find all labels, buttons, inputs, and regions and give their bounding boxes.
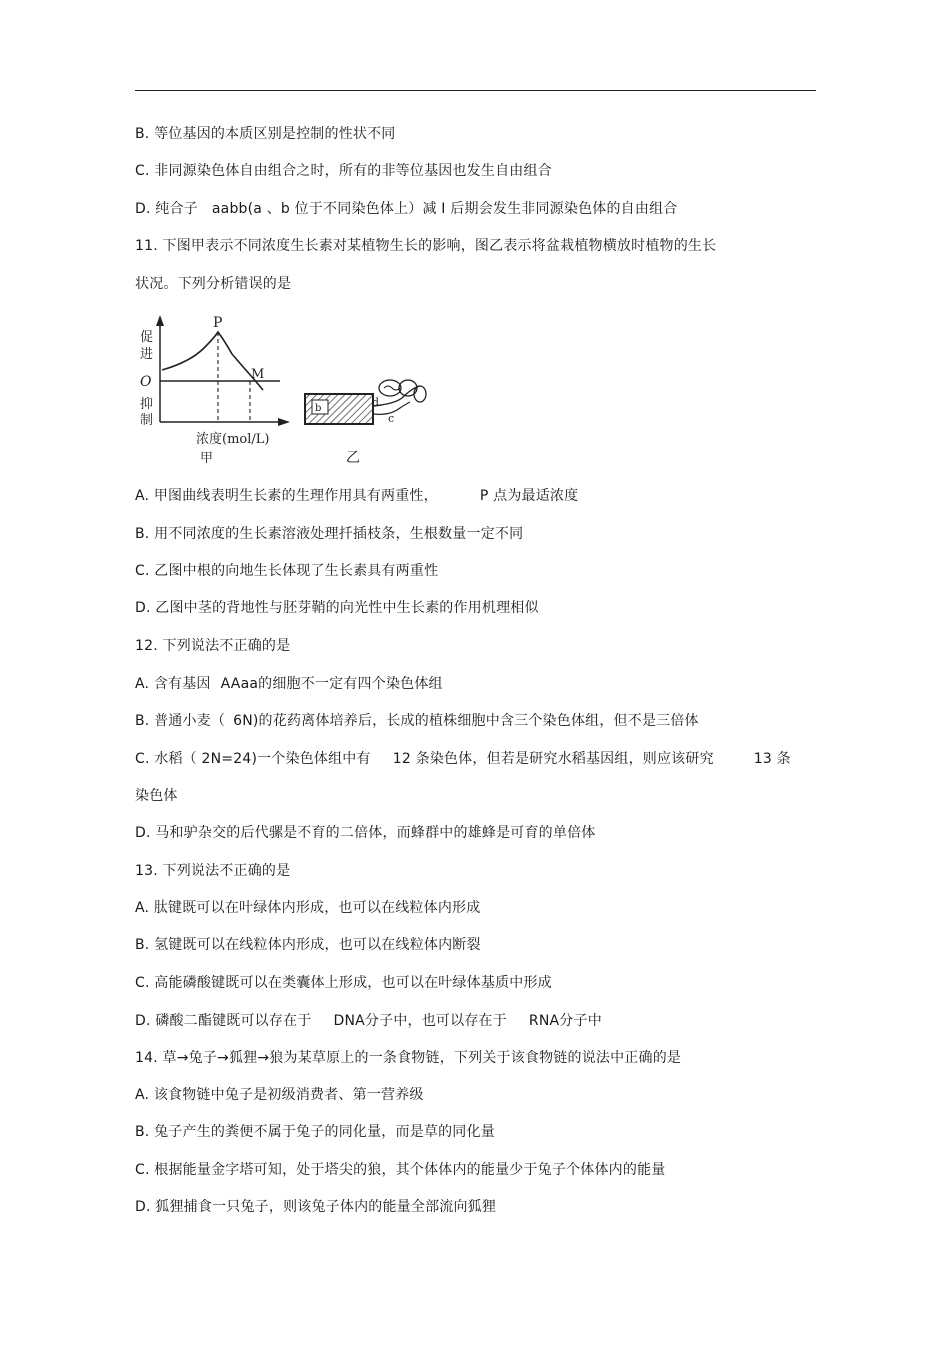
q11-option-a-part1: A. 甲图曲线表明生长素的生理作用具有两重性， [135,488,438,504]
jia-label-p: P [213,315,223,331]
q11-option-a-part2: P 点为最适浓度 [479,488,579,504]
q12-option-b-part1: B. 普通小麦（ [135,713,226,729]
q14-option-b: B. 兔子产生的粪便不属于兔子的同化量，而是草的同化量 [135,1124,495,1140]
q13-option-a: A. 肽键既可以在叶绿体内形成，也可以在线粒体内形成 [135,900,481,916]
q14-option-c: C. 根据能量金字塔可知，处于塔尖的狼，其个体体内的能量少于兔子个体体内的能量 [135,1162,666,1178]
q10-option-d-part2: aabb(a 、b 位于不同染色体上）减 I 后期会发生非同源染色体的自由组合 [211,201,678,217]
q12-option-c-part2: 12 条染色体，但若是研究水稻基因组，则应该研究 [392,751,714,767]
q12-option-d: D. 马和驴杂交的后代骡是不育的二倍体，而蜂群中的雄蜂是可育的单倍体 [135,825,596,841]
q12-option-c-part1: C. 水稻（ 2N=24)一个染色体组中有 [135,751,371,767]
yi-caption: 乙 [346,450,360,466]
yi-stem [373,386,420,406]
jia-label-inhibit-1: 抑 [140,397,154,412]
q13-option-d-part3: RNA分子中 [528,1013,602,1029]
q11-option-d: D. 乙图中茎的背地性与胚芽鞘的向光性中生长素的作用机理相似 [135,600,539,616]
yi-label-d: d [372,396,380,409]
jia-caption: 甲 [200,451,214,466]
header-rule [135,90,816,91]
q10-option-d [135,199,677,219]
jia-label-promote-2: 进 [140,347,154,362]
jia-label-inhibit-2: 制 [140,413,154,428]
jia-y-axis-arrow [156,315,164,326]
q14-option-d: D. 狐狸捕食一只兔子，则该兔子体内的能量全部流向狐狸 [135,1199,497,1215]
q14-stem: 14. 草→兔子→狐狸→狼为某草原上的一条食物链，下列关于该食物链的说法中正确的是 [135,1050,682,1066]
jia-label-promote-1: 促 [140,330,154,345]
q11-option-a [135,486,578,506]
q11-option-c: C. 乙图中根的向地生长体现了生长素具有两重性 [135,563,439,579]
q10-option-b: B. 等位基因的本质区别是控制的性状不同 [135,126,396,142]
yi-leaf-vein [384,386,400,390]
q12-option-c [135,749,791,769]
q13-option-c: C. 高能磷酸键既可以在类囊体上形成，也可以在叶绿体基质中形成 [135,975,552,991]
figure-jia [140,315,290,466]
q12-stem: 12. 下列说法不正确的是 [135,638,291,654]
jia-x-axis-arrow [278,418,290,426]
jia-label-origin: O [140,374,152,390]
q10-option-c: C. 非同源染色体自由组合之时，所有的非等位基因也发生自由组合 [135,163,552,179]
q13-option-b: B. 氢键既可以在线粒体内形成，也可以在线粒体内断裂 [135,937,481,953]
q11-figure-svg [132,310,432,475]
yi-leaf-3 [414,386,426,402]
q12-option-a-part1: A. 含有基因 [135,676,211,692]
figure-yi [305,380,426,466]
q13-option-d [135,1011,602,1031]
q11-stem-line2: 状况。下列分析错误的是 [135,276,292,292]
yi-leaf-1 [379,380,401,396]
q12-option-c-part3: 13 条 [753,751,791,767]
q12-option-b [135,711,699,731]
q12-option-a [135,674,443,694]
jia-label-m: M [251,367,265,382]
yi-label-c: c [388,412,395,425]
jia-x-label: 浓度(mol/L) [196,432,270,447]
q12-option-b-part2: 6N)的花药离体培养后，长成的植株细胞中含三个染色体组，但不是三倍体 [233,713,699,729]
q11-option-b: B. 用不同浓度的生长素溶液处理扦插枝条，生根数量一定不同 [135,526,524,542]
q12-option-c-cont: 染色体 [135,788,178,804]
q13-option-d-part2: DNA分子中，也可以存在于 [333,1013,507,1029]
q13-stem: 13. 下列说法不正确的是 [135,863,291,879]
q14-option-a: A. 该食物链中兔子是初级消费者、第一营养级 [135,1087,424,1103]
q12-option-a-part2: AAaa的细胞不一定有四个染色体组 [220,676,443,692]
q11-figure [132,310,432,475]
yi-label-b: b [315,403,322,414]
q13-option-d-part1: D. 磷酸二酯键既可以存在于 [135,1013,312,1029]
q10-option-d-part1: D. 纯合子 [135,201,198,217]
q11-stem-line1: 11. 下图甲表示不同浓度生长素对某植物生长的影响，图乙表示将盆栽植物横放时植物的生长 [135,238,717,254]
